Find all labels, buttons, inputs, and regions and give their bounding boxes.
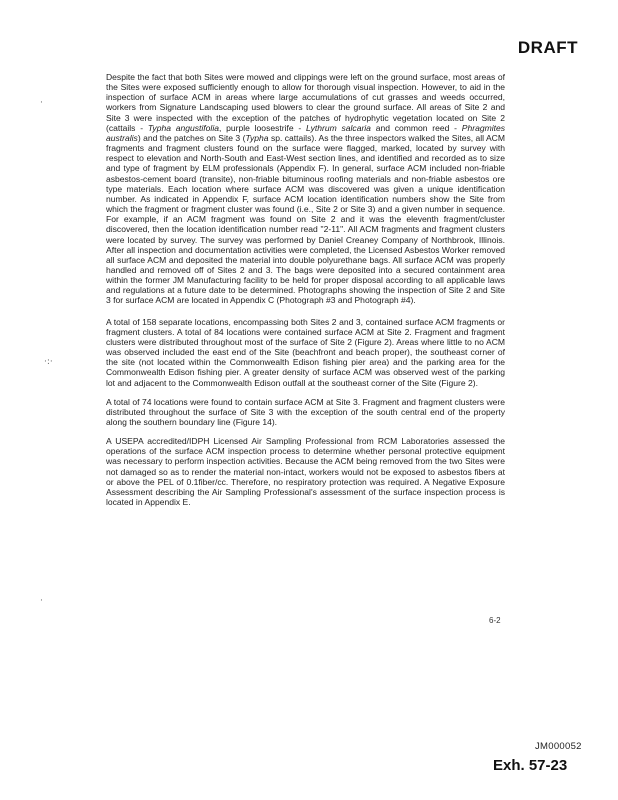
species-phragmites: Phragmites australis bbox=[106, 122, 506, 143]
margin-mark-top: · bbox=[40, 98, 43, 108]
paragraph-site-inspection bbox=[106, 72, 505, 306]
page-number: 6-2 bbox=[489, 616, 501, 625]
draft-label: DRAFT bbox=[517, 38, 578, 57]
paragraph-air-sampling: A USEPA accredited/IDPH Licensed Air Sampling Professional from RCM Laboratories assessed the operations of the surface ACM inspection process to determine whether personal protective equipment was necessary to perform inspection activities. Because the ACM being removed from the two Sites were not damaged so as to render the material non-intact, workers would not be exposed to asbestos fibers at or above the PEL of 0.1fiber/cc. Therefore, no respiratory protection was required. A Negative Exposure Assessment describing the Air Sampling Professional's assessment of the surface inspection process is located in Appendix E. bbox=[106, 436, 505, 508]
paragraph-1-part-e: sp. cattails). As the three inspectors walked the Sites, all ACM fragments and fragment clusters found on the surface were flagged, marked, located by survey with respect to elevation and North-South and East-West section lines, and identified and recorded as to size and type of fragment by ELM professionals (Appendix F). In general, surface ACM included non-friable asbestos-cement board (transite), non-friable bituminous roofing materials and non-friable asbestos ore type materials. Each location where surface ACM was discovered was given a unique identification number. As indicated in Appendix F, surface ACM location identification numbers show the Site from which the fragment or fragment cluster was found (i.e., Site 2 or Site 3) and a given number in sequence. For example, if an ACM fragment was found on Site 2 and it was the eleventh fragment/cluster discovered, then the location identification number read "2-11". All ACM fragments and fragment clusters were located by survey. The survey was performed by Daniel Creaney Company of Northbrook, Illinois. After all inspection and documentation activities were completed, the Licensed Asbestos Worker removed all surface ACM and deposited the material into double polyurethane bags. All surface ACM was properly handled and removed off of Sites 2 and 3. The bags were deposited into a secured containment area within the former JM Manufacturing facility to be held for proper disposal according to all applicable laws and regulations at a future date to be determined. Photographs showing the inspection of Site 2 and Site 3 for surface ACM are located in Appendix C (Photograph #3 and Photograph #4). bbox=[106, 132, 505, 306]
document-id: JM000052 bbox=[535, 741, 582, 752]
paragraph-1-part-b: , purple loosestrife - bbox=[218, 122, 306, 133]
species-typha-angustifolia: Typha angustifolia bbox=[147, 122, 219, 133]
exhibit-label: Exh. 57-23 bbox=[493, 757, 568, 774]
paragraph-1-part-d: ) and the patches on Site 3 ( bbox=[137, 132, 246, 143]
paragraph-1-part-a: Despite the fact that both Sites were mowed and clippings were left on the ground surface, most areas of the Sites were exposed sufficiently enough to allow for thorough visual inspection. However, to aid in the inspection of surface ACM in areas where large accumulations of cut grasses and weeds occurred, workers from Signature Landscaping used blowers to clear the ground surface. All areas of Site 2 and Site 3 were inspected with the exception of the patches of hydrophytic vegetation located on Site 2 (cattails - bbox=[106, 72, 505, 133]
document-body bbox=[106, 72, 505, 516]
paragraph-1-part-c: and common reed - bbox=[370, 122, 462, 133]
margin-mark-lower: · bbox=[40, 596, 43, 606]
margin-mark-mid: ·:· bbox=[44, 357, 53, 367]
paragraph-site-3-totals: A total of 74 locations were found to contain surface ACM at Site 3. Fragment and fragment clusters were distributed throughout the surface of Site 3 with the exception of the south central end of the property along the southern boundary line (Figure 14). bbox=[106, 396, 505, 427]
species-typha: Typha bbox=[245, 132, 269, 143]
species-lythrum: Lythrum salcaria bbox=[306, 122, 371, 133]
paragraph-site-2-totals: A total of 158 separate locations, encompassing both Sites 2 and 3, contained surface ACM fragments or fragment clusters. A total of 84 locations were contained surface ACM at Site 2. Fragment and fragment clusters were distributed throughout most of the surface of Site 2 (Figure 2). Areas where little to no ACM was observed included the east end of the Site (beachfront and beach proper), the southeast corner of the site (not located within the Commonwealth Edison fishing pier area) and the parking area for the Commonwealth Edison fishing pier. A greater density of surface ACM was observed west of the parking lot and adjacent to the Commonwealth Edison outfall at the southeast corner of the Site (Figure 2). bbox=[106, 316, 505, 388]
